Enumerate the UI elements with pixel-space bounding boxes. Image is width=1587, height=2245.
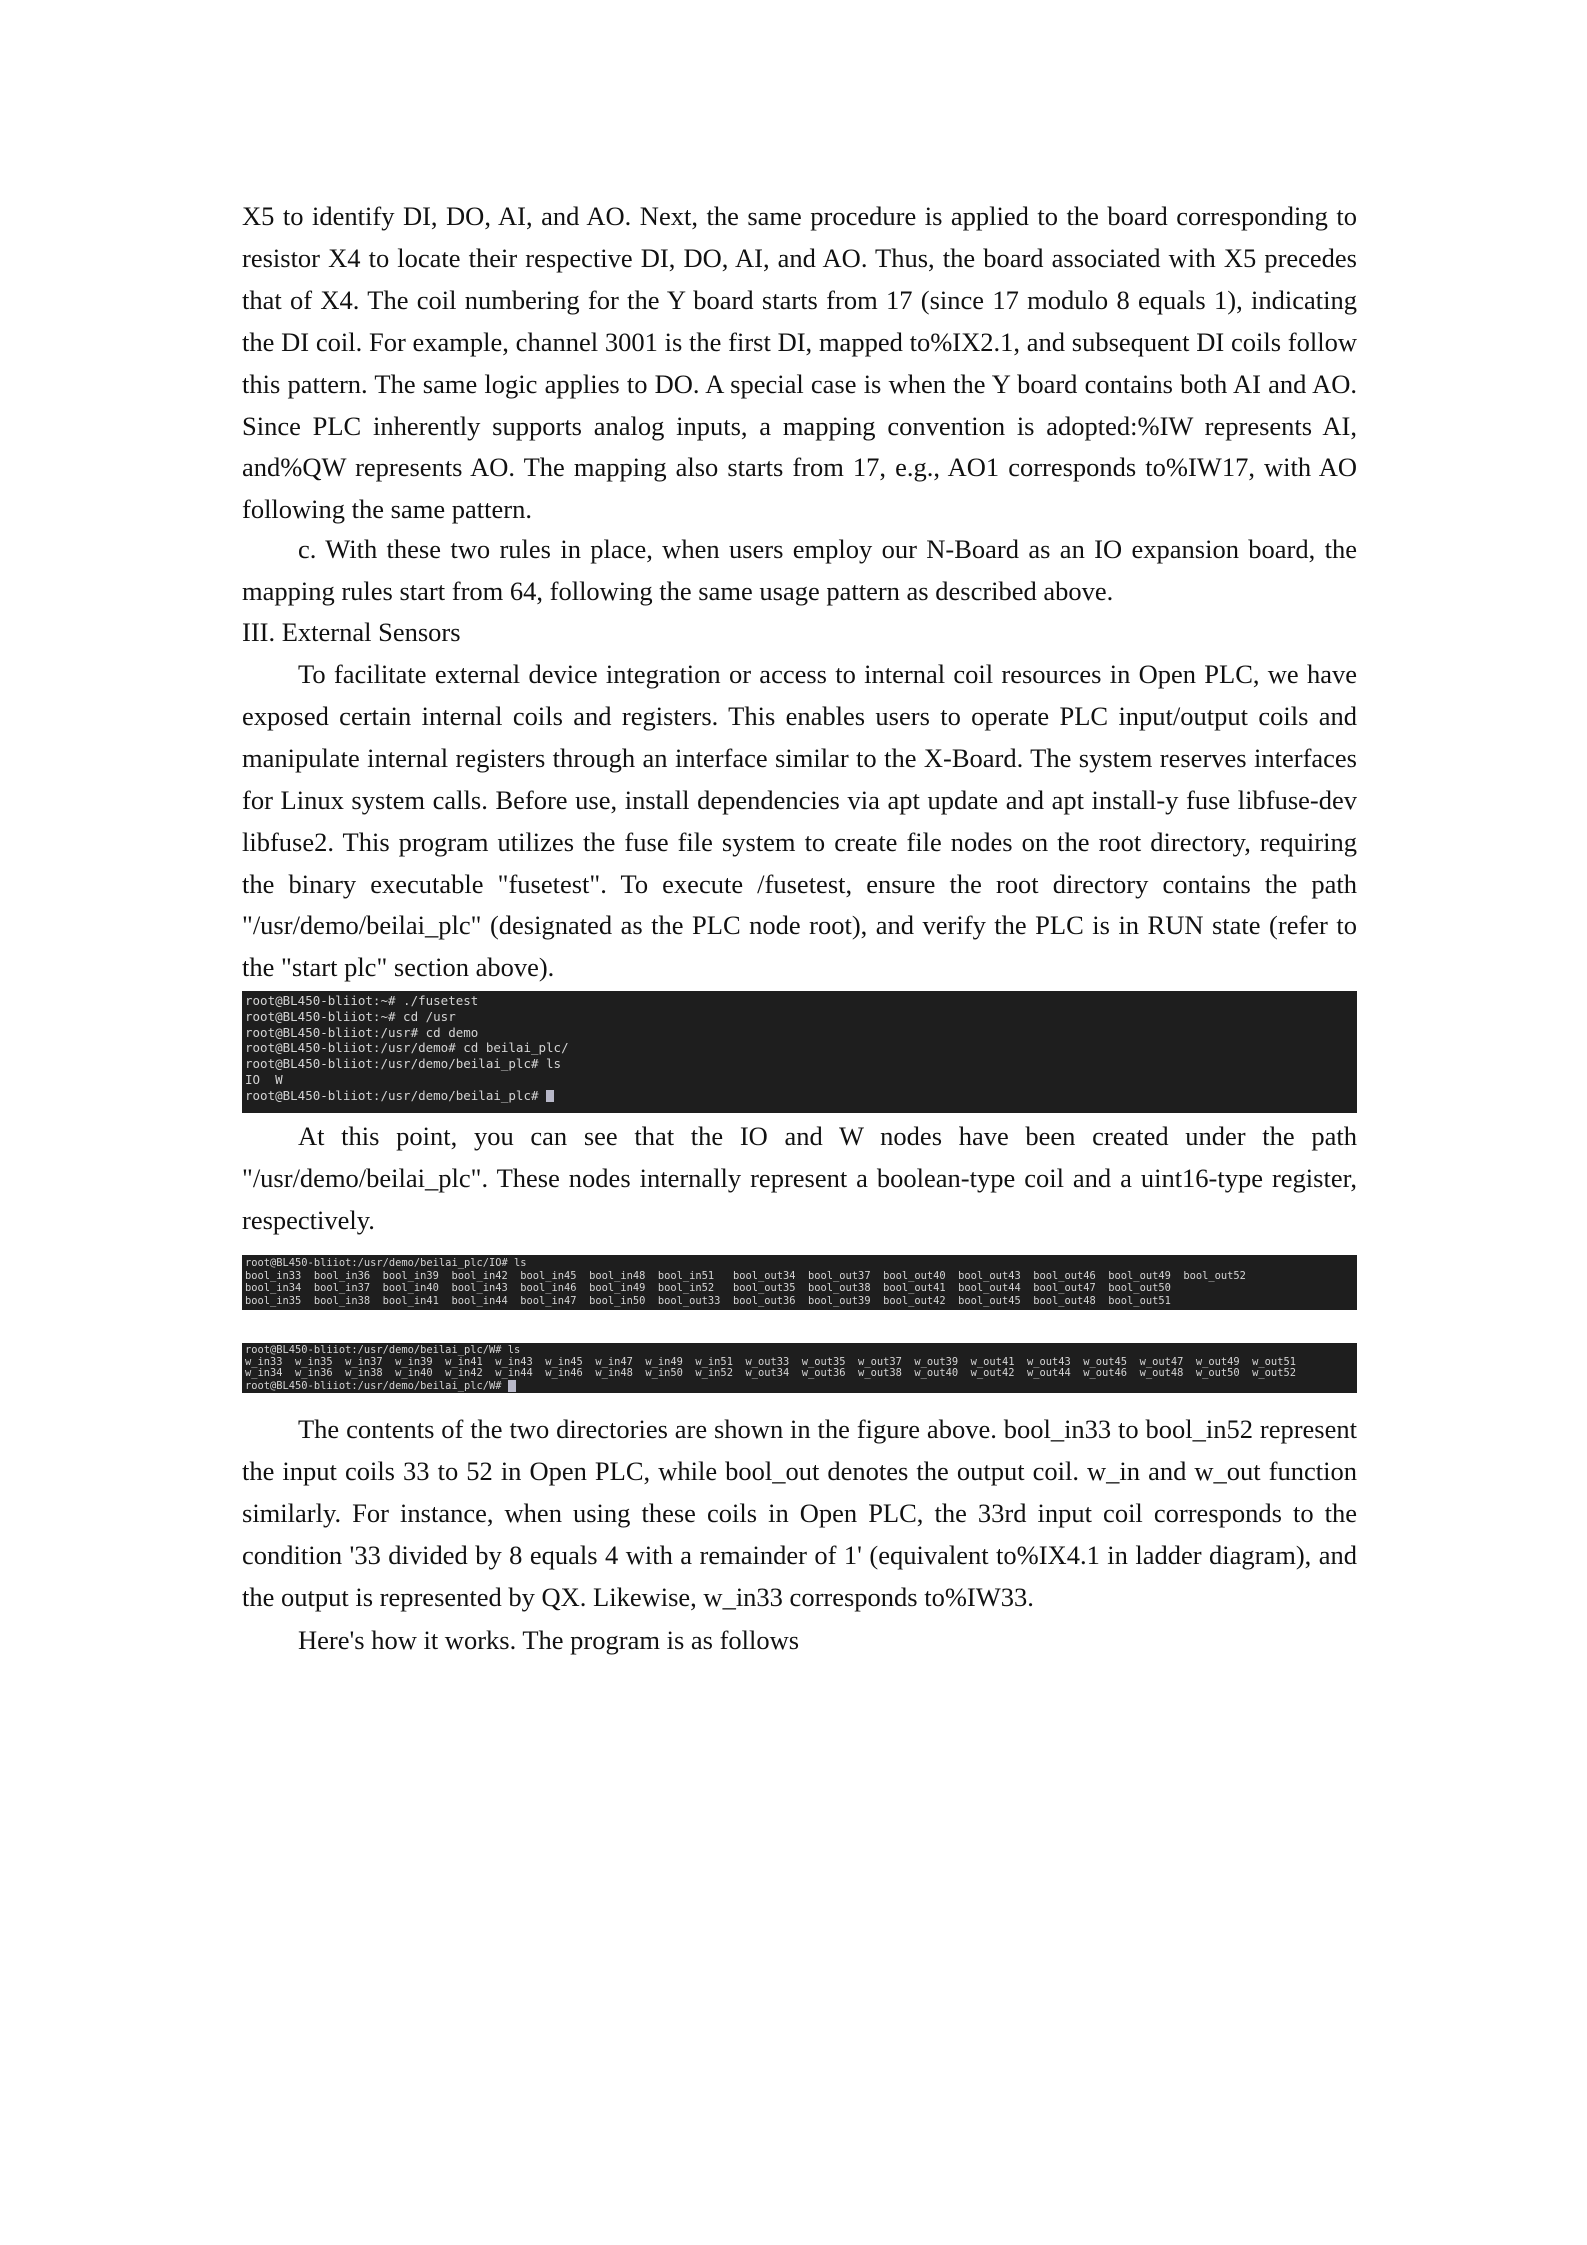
terminal-line: root@BL450-bliiot:/usr# cd demo <box>245 1024 479 1040</box>
terminal-line: bool_in33 bool_in36 bool_in39 bool_in42 bool_in45 bool_in48 bool_in51 bool_out34 bool_out37 bool_out40 bool_out43 bool_out46 bool_out49 bool_out52 <box>245 1269 1246 1282</box>
paragraph-nboard-rules: c. With these two rules in place, when users employ our N-Board as an IO expansion board, the mapping rules start from 64, following the same usage pattern as described above. <box>242 534 1357 606</box>
terminal-line: root@BL450-bliiot:/usr/demo/beilai_plc# ls <box>245 1056 562 1072</box>
paragraph-external-sensors: To facilitate external device integration or access to internal coil resources in Open PLC, we have exposed certain internal coils and registers. This enables users to operate PLC input/output coils and manipulate internal registers through an interface similar to the X-Board. The system reserves interfaces for Linux system calls. Before use, install dependencies via apt update and apt install-y fuse libfuse-dev libfuse2. This program utilizes the fuse file system to create file nodes on the root directory, requiring the binary executable "fusetest". To execute /fusetest, ensure the root directory contains the path "/usr/demo/beilai_plc" (designated as the PLC node root), and verify the PLC is in RUN state (refer to the "start plc" section above). <box>242 659 1357 983</box>
terminal-line: root@BL450-bliiot:/usr/demo/beilai_plc/IO# ls <box>245 1257 527 1269</box>
paragraph-nodes-created: At this point, you can see that the IO and W nodes have been created under the path "/usr/demo/beilai_plc". These nodes internally represent a boolean-type coil and a uint16-type register, respectively. <box>242 1121 1357 1235</box>
cursor-icon <box>546 1090 554 1102</box>
paragraph-program-intro: Here's how it works. The program is as follows <box>298 1625 800 1655</box>
terminal-prompt-line <box>245 1380 1354 1393</box>
terminal-screenshot-io-listing <box>242 1255 1357 1310</box>
terminal-line: root@BL450-bliiot:/usr/demo# cd beilai_plc/ <box>245 1040 569 1056</box>
cursor-icon <box>508 1380 516 1392</box>
terminal-line: root@BL450-bliiot:~# cd /usr <box>245 1008 456 1024</box>
terminal-line: root@BL450-bliiot:~# ./fusetest <box>245 993 479 1008</box>
terminal-line: bool_in35 bool_in38 bool_in41 bool_in44 bool_in47 bool_in50 bool_out33 bool_out36 bool_out39 bool_out42 bool_out45 bool_out48 bool_out51 <box>245 1294 1171 1307</box>
terminal-line: w_in33 w_in35 w_in37 w_in39 w_in41 w_in43 w_in45 w_in47 w_in49 w_in51 w_out33 w_out35 w_out37 w_out39 w_out41 w_out43 w_out45 w_out47 w_out49 w_out51 <box>245 1355 1296 1368</box>
terminal-prompt: root@BL450-bliiot:/usr/demo/beilai_plc/W# <box>245 1379 508 1392</box>
terminal-prompt-line <box>245 1088 1354 1104</box>
terminal-line: bool_in34 bool_in37 bool_in40 bool_in43 bool_in46 bool_in49 bool_in52 bool_out35 bool_out38 bool_out41 bool_out44 bool_out47 bool_out50 <box>245 1282 1171 1294</box>
terminal-line: IO W <box>245 1071 283 1087</box>
terminal-prompt: root@BL450-bliiot:/usr/demo/beilai_plc# <box>245 1087 547 1103</box>
paragraph-directory-contents: The contents of the two directories are shown in the figure above. bool_in33 to bool_in52 represent the input coils 33 to 52 in Open PLC, while bool_out denotes the output coil. w_in and w_out function similarly. For instance, when using these coils in Open PLC, the 33rd input coil corresponds to the condition '33 divided by 8 equals 4 with a remainder of 1' (equivalent to%IX4.1 in ladder diagram), and the output is represented by QX. Likewise, w_in33 corresponds to%IW33. <box>242 1414 1357 1612</box>
terminal-line: root@BL450-bliiot:/usr/demo/beilai_plc/W# ls <box>245 1344 521 1356</box>
section-heading: III. External Sensors <box>242 617 461 647</box>
paragraph-board-mapping: X5 to identify DI, DO, AI, and AO. Next, the same procedure is applied to the board corresponding to resistor X4 to locate their respective DI, DO, AI, and AO. Thus, the board associated with X5 precedes that of X4. The coil numbering for the Y board starts from 17 (since 17 modulo 8 equals 1), indicating the DI coil. For example, channel 3001 is the first DI, mapped to%IX2.1, and subsequent DI coils follow this pattern. The same logic applies to DO. A special case is when the Y board contains both AI and AO. Since PLC inherently supports analog inputs, a mapping convention is adopted:%IW represents AI, and%QW represents AO. The mapping also starts from 17, e.g., AO1 corresponds to%IW17, with AO following the same pattern. <box>242 201 1357 525</box>
terminal-line: w_in34 w_in36 w_in38 w_in40 w_in42 w_in44 w_in46 w_in48 w_in50 w_in52 w_out34 w_out36 w_out38 w_out40 w_out42 w_out44 w_out46 w_out48 w_out50 w_out52 <box>245 1367 1296 1379</box>
terminal-screenshot-fusetest <box>242 991 1357 1113</box>
terminal-screenshot-w-listing <box>242 1343 1357 1393</box>
